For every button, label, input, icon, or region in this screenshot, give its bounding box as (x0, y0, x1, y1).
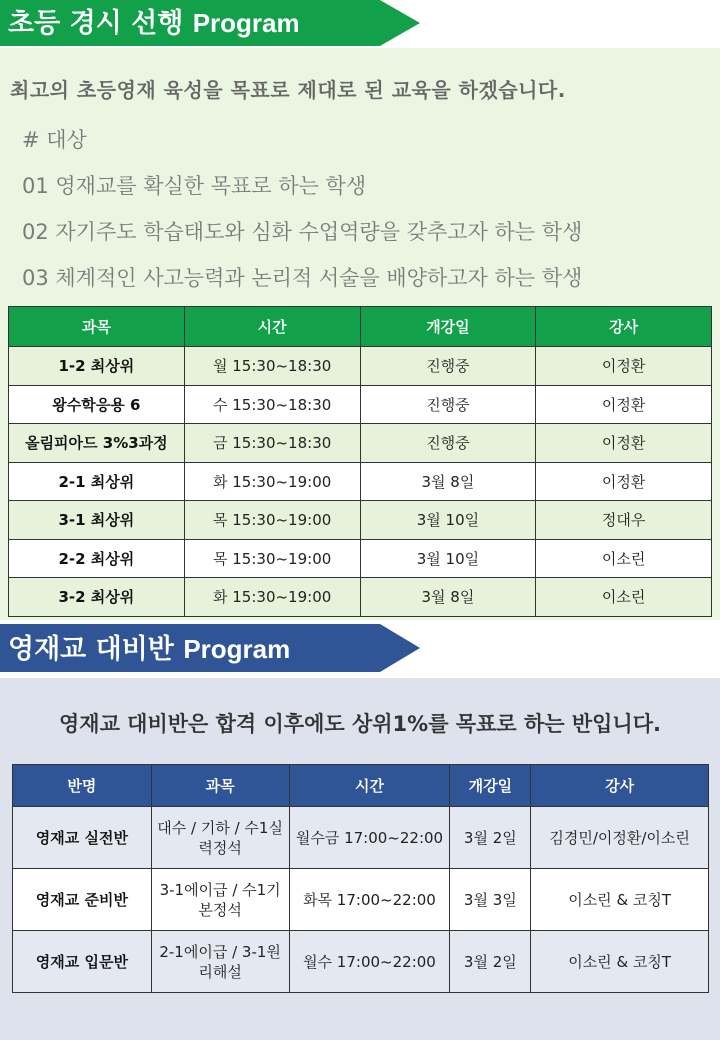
cell-start-date: 진행중 (360, 424, 536, 463)
section2-banner-title-text: 영재교 대비반 (8, 634, 174, 665)
cell-start-date: 3월 8일 (360, 462, 536, 501)
header-instructor: 강사 (536, 307, 712, 347)
table-row (9, 462, 712, 501)
cell-time: 월수금 17:00~22:00 (289, 807, 450, 869)
table-row (9, 385, 712, 424)
table-row (13, 807, 709, 869)
cell-start-date: 3월 10일 (360, 501, 536, 540)
cell-class-name: 영재교 입문반 (13, 931, 152, 993)
section2-banner (0, 624, 420, 672)
header-subject: 과목 (9, 307, 185, 347)
table-row (9, 501, 712, 540)
cell-time: 화 15:30~19:00 (184, 578, 360, 617)
table-row (13, 869, 709, 931)
table-row (13, 931, 709, 993)
cell-start-date: 진행중 (360, 347, 536, 386)
section1-banner-title (8, 4, 300, 43)
cell-time: 화목 17:00~22:00 (289, 869, 450, 931)
table-row (9, 578, 712, 617)
header-start-date: 개강일 (360, 307, 536, 347)
table-header-row (9, 307, 712, 347)
cell-class-name: 영재교 실전반 (13, 807, 152, 869)
section1-schedule-table (8, 306, 712, 617)
header-start-date: 개강일 (450, 765, 531, 807)
cell-instructor: 이정환 (536, 385, 712, 424)
cell-start-date: 진행중 (360, 385, 536, 424)
section1-banner (0, 0, 420, 46)
cell-subject: 올림피아드 3%3과정 (9, 424, 185, 463)
table-row (9, 424, 712, 463)
cell-instructor: 이정환 (536, 347, 712, 386)
cell-class-name: 영재교 준비반 (13, 869, 152, 931)
target-item: 03 체계적인 사고능력과 논리적 서술을 배양하고자 하는 학생 (22, 266, 583, 290)
cell-instructor: 김경민/이정환/이소린 (531, 807, 709, 869)
cell-instructor: 정대우 (536, 501, 712, 540)
cell-instructor: 이소린 (536, 578, 712, 617)
cell-subject: 3-2 최상위 (9, 578, 185, 617)
header-instructor: 강사 (531, 765, 709, 807)
cell-time: 목 15:30~19:00 (184, 539, 360, 578)
header-time: 시간 (289, 765, 450, 807)
header-class-name: 반명 (13, 765, 152, 807)
cell-time: 금 15:30~18:30 (184, 424, 360, 463)
table-row (9, 347, 712, 386)
cell-subject: 2-2 최상위 (9, 539, 185, 578)
cell-subject: 2-1에이급 / 3-1원리해설 (151, 931, 289, 993)
table-header-row (13, 765, 709, 807)
cell-instructor: 이소린 & 코칭T (531, 869, 709, 931)
cell-instructor: 이정환 (536, 424, 712, 463)
section1-headline: 최고의 초등영재 육성을 목표로 제대로 된 교육을 하겠습니다. (10, 78, 566, 102)
cell-start-date: 3월 2일 (450, 931, 531, 993)
cell-subject: 대수 / 기하 / 수1실력정석 (151, 807, 289, 869)
cell-subject: 3-1에이급 / 수1기본정석 (151, 869, 289, 931)
cell-subject: 왕수학응용 6 (9, 385, 185, 424)
cell-start-date: 3월 2일 (450, 807, 531, 869)
target-item: 02 자기주도 학습태도와 심화 수업역량을 갖추고자 하는 학생 (22, 220, 583, 244)
section2-schedule-table (12, 764, 709, 993)
cell-time: 수 15:30~18:30 (184, 385, 360, 424)
section2-banner-program: Program (183, 634, 291, 664)
cell-start-date: 3월 8일 (360, 578, 536, 617)
section1-banner-program: Program (192, 8, 300, 38)
section2-banner-title (8, 630, 290, 669)
cell-start-date: 3월 3일 (450, 869, 531, 931)
cell-time: 화 15:30~19:00 (184, 462, 360, 501)
cell-subject: 3-1 최상위 (9, 501, 185, 540)
table-row (9, 539, 712, 578)
cell-time: 월수 17:00~22:00 (289, 931, 450, 993)
cell-time: 목 15:30~19:00 (184, 501, 360, 540)
target-heading: # 대상 (22, 128, 87, 152)
cell-time: 월 15:30~18:30 (184, 347, 360, 386)
cell-start-date: 3월 10일 (360, 539, 536, 578)
cell-instructor: 이정환 (536, 462, 712, 501)
cell-subject: 2-1 최상위 (9, 462, 185, 501)
section2-headline: 영재교 대비반은 합격 이후에도 상위1%를 목표로 하는 반입니다. (59, 712, 661, 736)
cell-subject: 1-2 최상위 (9, 347, 185, 386)
section1-banner-title-text: 초등 경시 선행 (8, 8, 184, 39)
header-time: 시간 (184, 307, 360, 347)
cell-instructor: 이소린 & 코칭T (531, 931, 709, 993)
cell-instructor: 이소린 (536, 539, 712, 578)
header-subject: 과목 (151, 765, 289, 807)
target-item: 01 영재교를 확실한 목표로 하는 학생 (22, 174, 367, 198)
